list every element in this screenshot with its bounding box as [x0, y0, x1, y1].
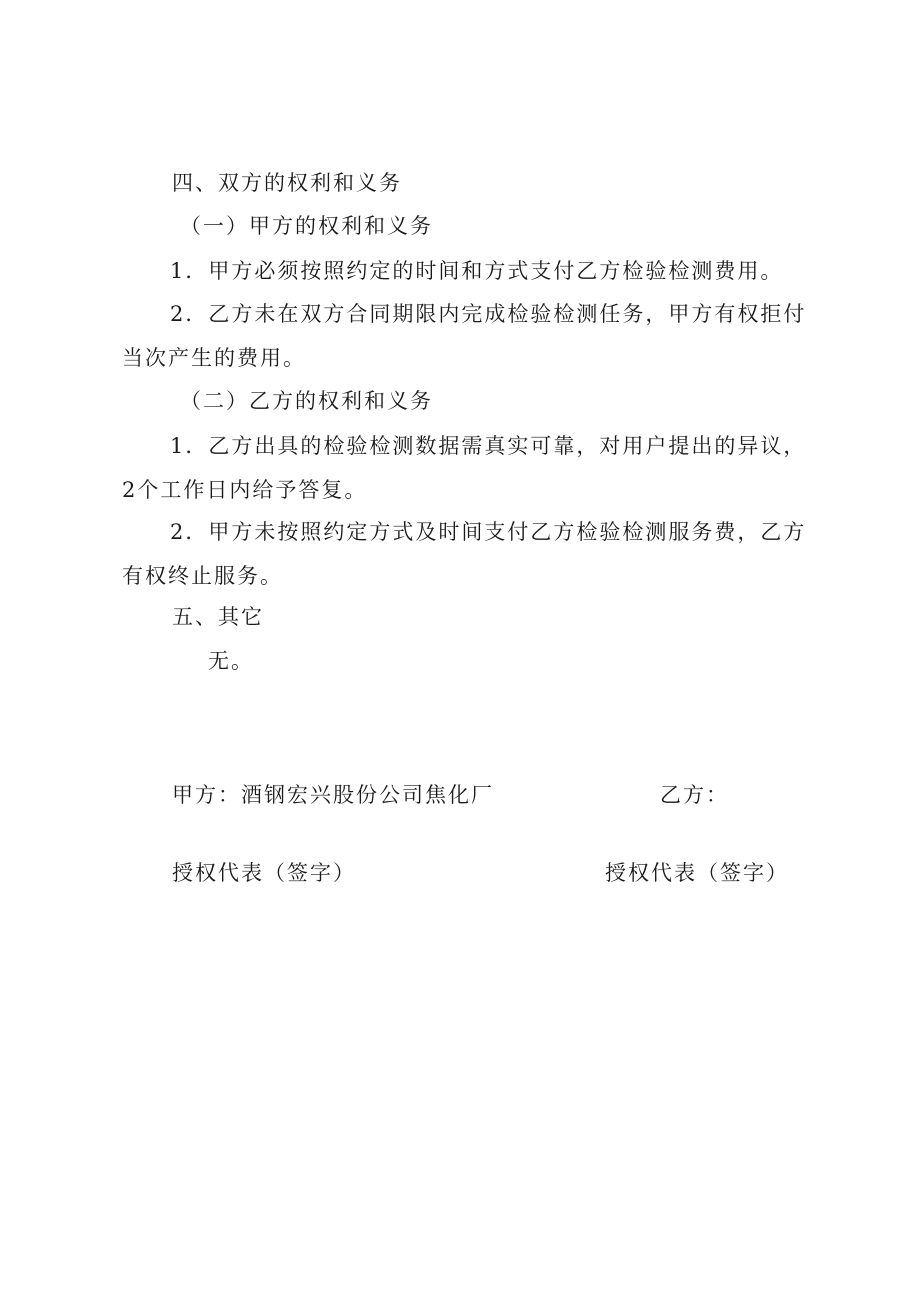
party-a-name: 甲方：酒钢宏兴股份公司焦化厂 [172, 783, 494, 807]
partA-item1: 1．甲方必须按照约定的时间和方式支付乙方检验检测费用。 [170, 259, 784, 283]
partA-heading: （一）甲方的权利和义务 [180, 214, 433, 238]
partB-item1: 1．乙方出具的检验检测数据需真实可靠，对用户提出的异议，2个工作日内给予答复。 [122, 434, 807, 502]
partA-item2: 2．乙方未在双方合同期限内完成检验检测任务，甲方有权拒付当次产生的费用。 [122, 302, 807, 370]
party-b-name: 乙方： [660, 783, 729, 807]
section4-heading: 四、双方的权利和义务 [172, 171, 402, 195]
partB-heading: （二）乙方的权利和义务 [180, 389, 433, 413]
section5-heading: 五、其它 [172, 605, 264, 629]
party-a-signature-label: 授权代表（签字） [172, 861, 356, 885]
party-b-signature-label: 授权代表（签字） [605, 861, 789, 885]
section5-content: 无。 [208, 649, 254, 673]
partB-item2: 2．甲方未按照约定方式及时间支付乙方检验检测服务费，乙方有权终止服务。 [122, 520, 807, 588]
